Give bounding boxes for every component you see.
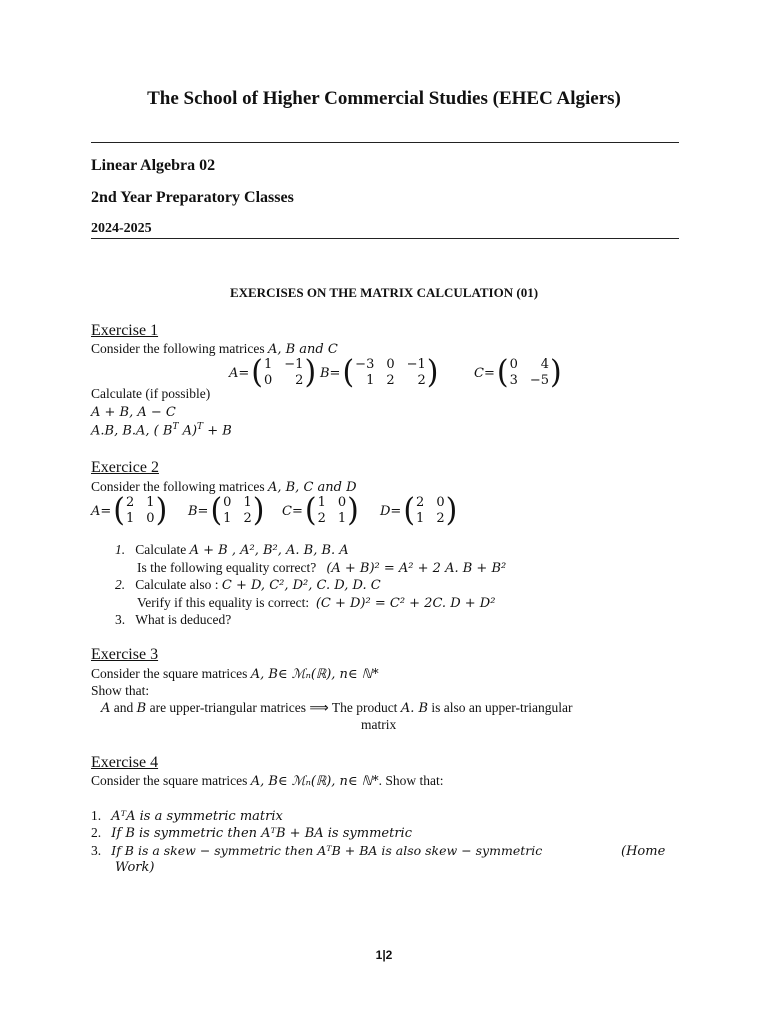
exercise-2-item-1: 1. Calculate A + B , A², B², A. B, B. A: [115, 542, 349, 558]
matrix-b2: B= ( 0 1 1 2 ): [188, 492, 265, 529]
exercise-1-title: Exercise 1: [91, 322, 159, 339]
exercise-3-statement-end: matrix: [361, 717, 397, 732]
exercise-1-intro: Consider the following matrices A, B and C: [91, 341, 338, 357]
exercise-4-item-3: 3. If B is a skew − symmetric then AᵀB + BA is also skew − symmetric: [91, 843, 543, 858]
exercise-3-title: Exercise 3: [91, 646, 159, 663]
academic-year: 2024-2025: [91, 221, 152, 236]
exercise-1-line2: A.B, B.A, ( $B^T$ A)$^T$ + B: [91, 422, 232, 439]
header-rule-bottom: [91, 238, 679, 239]
exercise-2-item-1b: Is the following equality correct? (A + B)² = A² + 2 A. B + B²: [137, 560, 507, 576]
exercise-4-home: (Home: [621, 844, 666, 859]
matrix-d2: D= ( 2 0 1 2 ): [380, 492, 458, 529]
header-rule-top: [91, 142, 679, 143]
page-subtitle: EXERCISES ON THE MATRIX CALCULATION (01): [229, 285, 539, 300]
exercise-4-item-2: 2. If B is symmetric then AᵀB + BA is symmetric: [91, 825, 412, 841]
exercise-4-title: Exercise 4: [91, 754, 159, 771]
exercise-2-intro: Consider the following matrices A, B, C and D: [91, 479, 357, 495]
class-level: 2nd Year Preparatory Classes: [91, 189, 294, 206]
page-number: 1|2: [375, 948, 393, 962]
exercise-4-intro: Consider the square matrices A, B∈ ℳₙ(ℝ), n∈ ℕ*. Show that:: [91, 773, 444, 789]
course-name: Linear Algebra 02: [91, 157, 216, 174]
exercise-2-item-3: 3. What is deduced?: [115, 612, 232, 627]
exercise-3-statement: A and B are upper-triangular matrices ⟹ The product A. B is also an upper-triangular: [101, 700, 573, 716]
matrix-b: B= ( −3 0 −1 1 2 2 ): [320, 354, 439, 391]
exercise-2-title: Exercice 2: [91, 459, 159, 476]
matrix-c: C= ( 0 4 3 −5 ): [474, 354, 562, 391]
matrix-c2: C= ( 1 0 2 1 ): [282, 492, 359, 529]
exercise-3-intro: Consider the square matrices A, B∈ ℳₙ(ℝ), n∈ ℕ*: [91, 666, 379, 682]
exercise-1-line1: A + B, A − C: [91, 405, 176, 420]
exercise-1-calculate: Calculate (if possible): [91, 386, 211, 401]
school-title: The School of Higher Commercial Studies (EHEC Algiers): [147, 88, 621, 109]
exercise-2-item-2: 2. Calculate also : C + D, C², D², C. D, D. C: [115, 577, 381, 593]
exercise-4-item-1: 1. AᵀA is a symmetric matrix: [91, 808, 283, 824]
exercise-4-work: Work): [115, 860, 155, 875]
exercise-2-item-2b: Verify if this equality is correct: (C + D)² = C² + 2C. D + D²: [137, 595, 496, 611]
exercise-3-show: Show that:: [91, 683, 150, 698]
matrix-a: A= ( 1 −1 0 2 ): [229, 354, 317, 391]
matrix-a2: A= ( 2 1 1 0 ): [91, 492, 168, 529]
